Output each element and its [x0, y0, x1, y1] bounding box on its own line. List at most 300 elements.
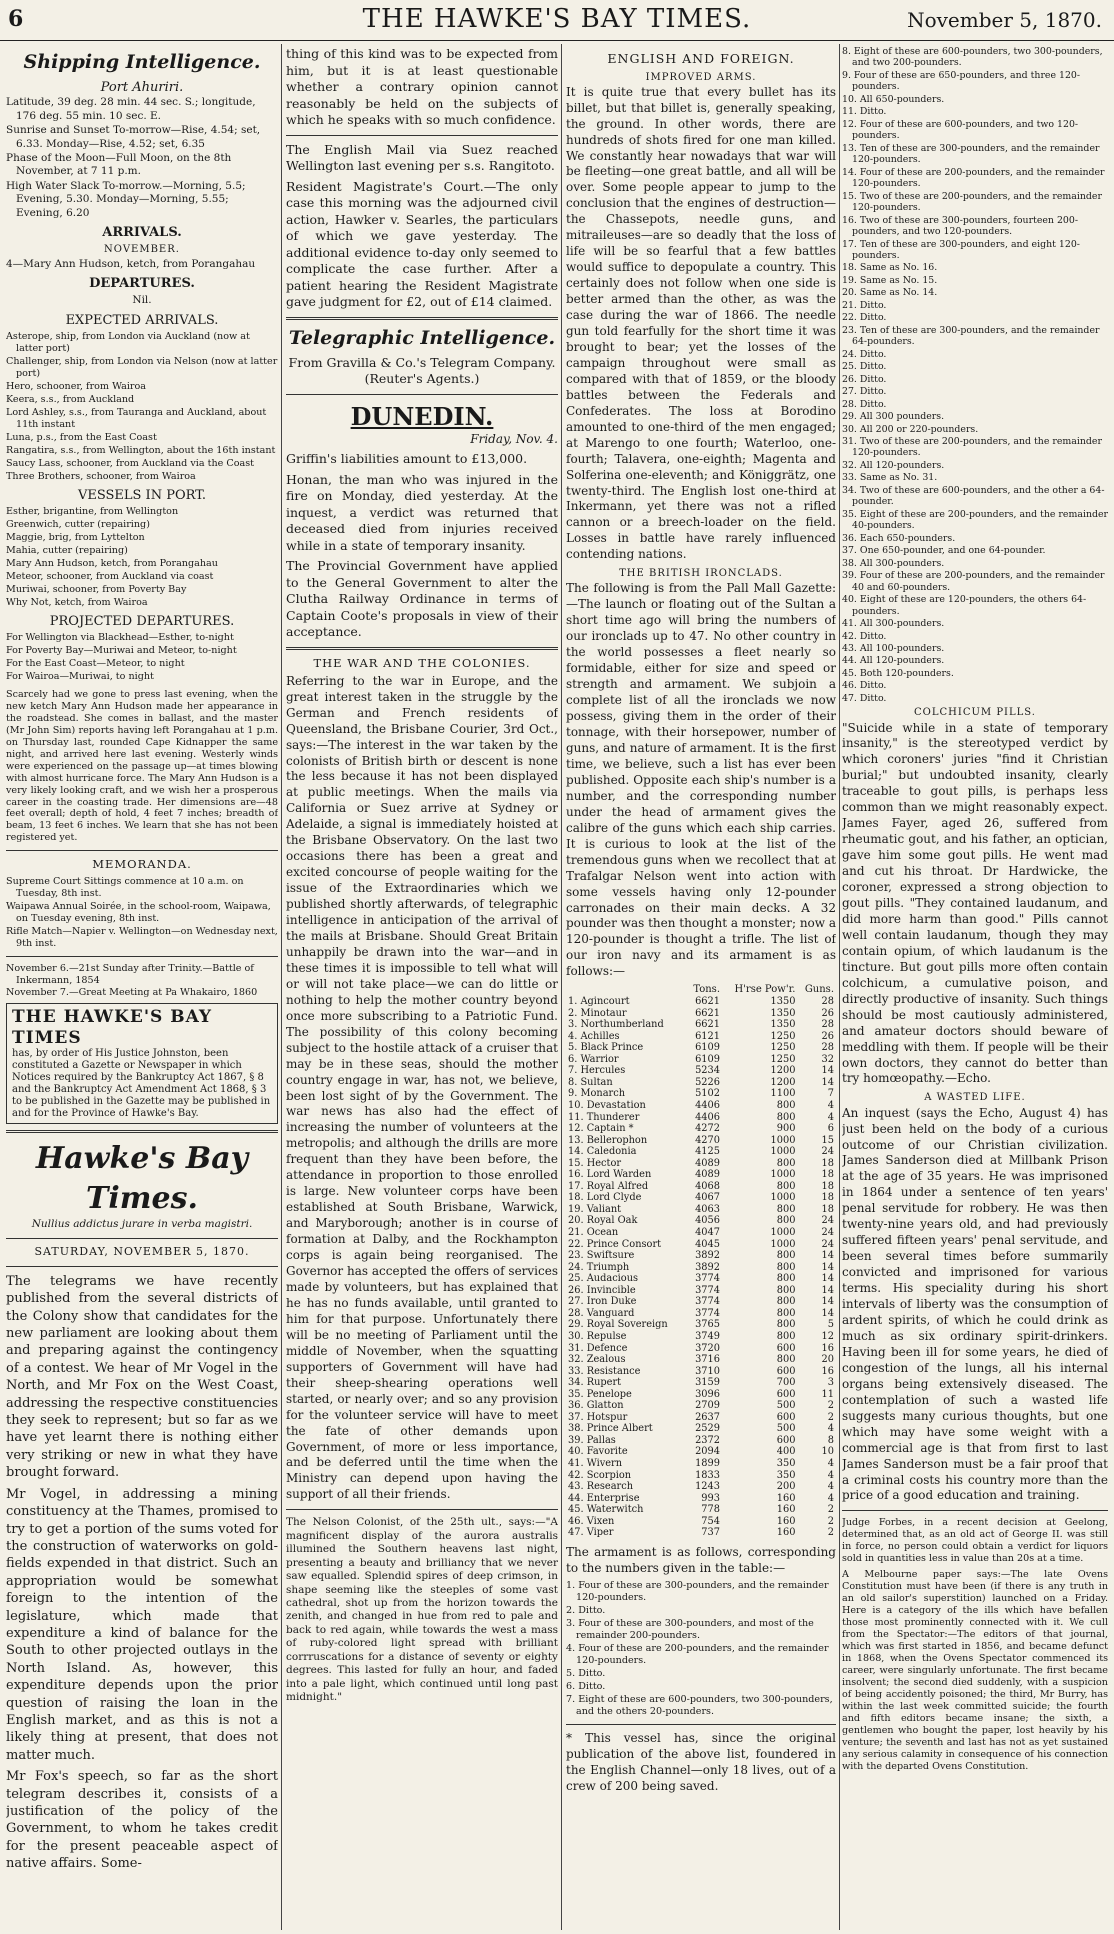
column-header [566, 984, 686, 996]
horse-power-cell: 600 [776, 1342, 796, 1354]
list-item: Maggie, brig, from Lyttelton [6, 531, 145, 543]
page-number: 6 [8, 6, 24, 32]
list-item: 21. Ditto. [842, 299, 887, 311]
improved-arms-article: It is quite true that every bullet has its billet, but that billet is, generally speaking, the ground. In other words, there are hundreds of shots fired for one man killed. We constantly hear nowadays that war will be fleeting—one great battle, and all will be over. Some people appear to jump to the conclusion that the engines of destruction—the Chassepots, needle guns, and mitraileuses—are so deadly that the loss of life will be so fearful that a few battles would suffice to depopulate a country. This certainly does not follow when one side is better armed than the other, as was the case during the war of 1866. The needle gun told fearfully for the short time it was brought to bear; yet the losses of the campaign throughout were small as compared with that of 1859, or the bloody battles between the Federals and Confederates. The loss at Borodino amounted to one-third of the men engaged; at Marengo to one fourth; Waterloo, one-fourth; Talavera, one-eighth; Magenta and Solferina one-eleventh; and Königgrätz, one twenty-third. The English lost one-third at Inkermann, yet there was not a rifled cannon or a breech-loader on the field. Losses in battle have rarely influenced contending nations. [566, 84, 836, 562]
horse-power-cell: 1100 [770, 1088, 796, 1100]
telegraphic-heading: Telegraphic Intelligence. [288, 326, 556, 349]
list-item: 31. Two of these are 200-pounders, and the remainder 120-pounders. [842, 436, 1102, 459]
table-row [566, 1354, 836, 1366]
guns-cell: 7 [827, 1088, 834, 1100]
editorial-paragraph: Mr Vogel, in addressing a mining constituency at the Thames, promised to try to get a portion of the sums voted for the construction of waterworks on gold-fields expended in that district. Such an appropriation would be somewhat foreign to the intention of the legislature, which made that expenditure a kind of balance for the South to other projected outlays in the North Island. As, however, this expenditure depends upon the prior question of raising the loan in the English market, and as this is not a likely thing at present, that does not matter much. [6, 1486, 278, 1763]
guns-cell: 2 [827, 1527, 834, 1539]
table-row [566, 1458, 836, 1470]
tons-cell: 6121 [695, 1030, 720, 1042]
gazette-notice [6, 1003, 278, 1124]
table-row [566, 1435, 836, 1447]
tons-cell: 3720 [695, 1342, 720, 1354]
ship-name-cell: 16. Lord Warden [568, 1169, 652, 1181]
table-row [566, 1273, 836, 1285]
projected-departures-list [6, 632, 278, 683]
armament-list [566, 1580, 836, 1718]
list-item: For Poverty Bay—Muriwai and Meteor, to-night [6, 644, 237, 656]
war-colonies-heading: THE WAR AND THE COLONIES. [313, 655, 531, 670]
list-item: Challenger, ship, from London via Nelson (now at latter port) [6, 355, 278, 379]
guns-cell: 18 [821, 1203, 834, 1215]
guns-cell: 4 [827, 1492, 834, 1504]
ship-name-cell: 8. Sultan [568, 1076, 613, 1088]
ship-name-cell: 6. Warrior [568, 1053, 619, 1065]
list-item: 32. All 120-pounders. [842, 459, 945, 471]
ship-name-cell: 13. Bellerophon [568, 1134, 648, 1146]
arrivals-heading: ARRIVALS. [102, 225, 182, 241]
guns-cell: 26 [821, 1030, 834, 1042]
horse-power-cell: 1000 [770, 1146, 796, 1158]
armament-list-continued [842, 46, 1108, 704]
tons-cell: 4089 [695, 1169, 720, 1181]
table-row [566, 1493, 836, 1505]
horse-power-cell: 200 [776, 1481, 796, 1493]
notice-text: has, by order of His Justice Johnston, been constituted a Gazette or Newspaper in which Notices required by the Bankruptcy Act 1867, § 8 and the Bankruptcy Act Amendment Act 1868, § 3 to be published in the Gazette may be published in and for the Province of Hawke's Bay. [12, 1048, 271, 1120]
notice-title: THE HAWKE'S BAY TIMES [12, 1007, 213, 1048]
column-header: H'rse Pow'r. [734, 984, 796, 996]
table-row [566, 1227, 836, 1239]
ship-name-cell: 18. Lord Clyde [568, 1192, 642, 1204]
guns-cell: 28 [821, 996, 834, 1008]
list-item: For Wellington via Blackhead—Esther, to-night [6, 631, 234, 643]
wasted-life-heading: A WASTED LIFE. [924, 1092, 1026, 1104]
guns-cell: 14 [821, 1273, 834, 1285]
horse-power-cell: 800 [776, 1215, 796, 1227]
colchicum-article: "Suicide while in a state of temporary insanity," is the stereotyped verdict by which coroners' juries "find it Christian burial;" but undoubted insanity, clearly traceable to gout pills, is perhaps less common than we might reasonably expect. James Fayer, aged 26, suffered from rheumatic gout, and his father, an optician, gave him some gout pills. He went mad and cut his throat. Dr Hardwicke, the coroner, expressed a strong objection to gout pills. "They contained laudanum, and did more harm than good." Pills cannot well contain laudanum, though they may contain opium, of which laudanum is the tincture. But gout pills more often contain colchicum, a cumulative poison, and directly productive of insanity. Such things should be most cautiously administered, and amateur doctors should beware of meddling with them. If people will be their own doctors, they cannot do better than try homœopathy.—Echo. [842, 720, 1108, 1086]
guns-cell: 2 [827, 1400, 834, 1412]
horse-power-cell: 1250 [770, 1030, 796, 1042]
table-row [566, 1262, 836, 1274]
table-row [566, 1031, 836, 1043]
ship-name-cell: 7. Hercules [568, 1065, 626, 1077]
ship-name-cell: 11. Thunderer [568, 1111, 640, 1123]
list-item: 8. Eight of these are 600-pounders, two 300-pounders, and two 200-pounders. [842, 46, 1103, 69]
column-2 [286, 46, 558, 1926]
ship-name-cell: 32. Zealous [568, 1354, 626, 1366]
tons-cell: 4406 [695, 1111, 720, 1123]
horse-power-cell: 1350 [770, 1007, 796, 1019]
list-item: Why Not, ketch, from Wairoa [6, 596, 148, 608]
port-info-item: Latitude, 39 deg. 28 min. 44 sec. S.; longitude, 176 deg. 55 min. 10 sec. E. [6, 96, 256, 122]
guns-cell: 28 [821, 1019, 834, 1031]
tons-cell: 6621 [695, 1007, 720, 1019]
guns-cell: 24 [821, 1227, 834, 1239]
dunedin-date: Friday, Nov. 4. [470, 432, 558, 447]
divider [6, 1266, 278, 1267]
guns-cell: 4 [827, 1457, 834, 1469]
ship-name-cell: 29. Royal Sovereign [568, 1319, 668, 1331]
horse-power-cell: 800 [776, 1354, 796, 1366]
horse-power-cell: 350 [776, 1457, 796, 1469]
horse-power-cell: 1000 [770, 1192, 796, 1204]
ship-name-cell: 24. Triumph [568, 1261, 630, 1273]
ship-name-cell: 42. Scorpion [568, 1469, 632, 1481]
list-item: 5. Ditto. [566, 1668, 606, 1680]
horse-power-cell: 1000 [770, 1134, 796, 1146]
guns-cell: 28 [821, 1042, 834, 1054]
horse-power-cell: 800 [776, 1100, 796, 1112]
column-header: Guns. [804, 984, 834, 996]
horse-power-cell: 800 [776, 1330, 796, 1342]
armament-intro: The armament is as follows, corresponding to the numbers given in the table:— [566, 1544, 836, 1575]
list-item: Luna, p.s., from the East Coast [6, 431, 157, 443]
telegram-paragraph: Griffin's liabilities amount to £13,000. [286, 451, 528, 467]
column-rule [561, 44, 562, 1930]
guns-cell: 24 [821, 1146, 834, 1158]
anniversaries-list [6, 963, 278, 1000]
divider [286, 317, 558, 320]
horse-power-cell: 600 [776, 1388, 796, 1400]
table-row [566, 1215, 836, 1227]
column-4 [842, 46, 1108, 1926]
guns-cell: 14 [821, 1076, 834, 1088]
list-item: 20. Same as No. 14. [842, 287, 938, 299]
horse-power-cell: 800 [776, 1203, 796, 1215]
expected-arrivals-list [6, 331, 278, 483]
port-info-list [6, 96, 278, 220]
list-item: 25. Ditto. [842, 361, 887, 373]
ship-name-cell: 21. Ocean [568, 1227, 619, 1239]
port-info-item: Sunrise and Sunset To-morrow—Rise, 4.54; set, 6.33. Monday—Rise, 4.52; set, 6.35 [6, 124, 261, 150]
ship-name-cell: 34. Rupert [568, 1377, 622, 1389]
list-item: Esther, brigantine, from Wellington [6, 505, 179, 517]
ship-name-cell: 46. Vixen [568, 1515, 615, 1527]
divider [286, 394, 558, 395]
arrivals-subheading: NOVEMBER. [104, 244, 180, 256]
tons-cell: 4125 [695, 1146, 720, 1158]
table-row [566, 1135, 836, 1147]
table-row [566, 1019, 836, 1031]
telegram-source: From Gravilla & Co.'s Telegram Company. (Reuter's Agents.) [288, 354, 556, 387]
list-item: November 6.—21st Sunday after Trinity.—Battle of Inkermann, 1854 [6, 962, 254, 986]
horse-power-cell: 160 [776, 1492, 796, 1504]
list-item: Mary Ann Hudson, ketch, from Porangahau [6, 557, 218, 569]
list-item: Waipawa Annual Soirée, in the school-room, Waipawa, on Tuesday evening, 8th inst. [6, 900, 271, 924]
ironclads-heading: THE BRITISH IRONCLADS. [619, 568, 783, 580]
horse-power-cell: 1000 [770, 1238, 796, 1250]
divider [6, 1130, 278, 1133]
captain-footnote: * This vessel has, since the original publication of the above list, foundered in the English Channel—only 18 lives, out of a crew of 200 being saved. [566, 1731, 836, 1793]
tons-cell: 3716 [695, 1354, 720, 1366]
list-item: 11. Ditto. [842, 106, 887, 118]
editorial-paragraph: Mr Fox's speech, so far as the short telegram describes it, consists of a justification of the policy of the Government, to whom he takes credit for the present peaceable aspect of native affairs. Some- [6, 1769, 278, 1872]
horse-power-cell: 1000 [770, 1169, 796, 1181]
list-item: Lord Ashley, s.s., from Tauranga and Auckland, about 11th instant [6, 406, 267, 430]
table-row [566, 1008, 836, 1020]
horse-power-cell: 600 [776, 1434, 796, 1446]
horse-power-cell: 600 [776, 1365, 796, 1377]
tons-cell: 6109 [695, 1042, 720, 1054]
mary-ann-hudson-report: Scarcely had we gone to press last evening, when the new ketch Mary Ann Hudson made her appearance in the roadstead. She comes in ballast, and the master (Mr John Sim) reports having left Porangahau at 1 p.m. on Thursday last, rounded Cape Kidnapper the same night, and arrived here last evening. Westerly winds were experienced on the passage up—at times blowing with almost hurricane force. The Mary Ann Hudson is a very likely looking craft, and we wish her a prosperous career in the coasting trade. Her dimensions are—48 feet overall; depth of hold, 4 feet 7 inches; breadth of beam, 13 feet 6 inches. We learn that she has not been registered yet. [6, 688, 278, 844]
list-item: 17. Ten of these are 300-pounders, and eight 120-pounders. [842, 238, 1080, 261]
departures-heading: DEPARTURES. [89, 275, 195, 291]
table-row [566, 1389, 836, 1401]
divider [6, 850, 278, 851]
tons-cell: 4270 [695, 1134, 720, 1146]
editorial-paragraph: The telegrams we have recently published from the several districts of the Colony show that candidates for the new parliament are looking about them and preparing against the contingency of a contest. We hear of Mr Vogel in the North, and Mr Fox on the West Coast, addressing the respective constituencies they seek to represent; but so far as we have yet learnt there is nothing either very striking or new in what they have brought forward. [6, 1273, 278, 1481]
table-row [566, 1285, 836, 1297]
list-item: 45. Both 120-pounders. [842, 667, 954, 679]
guns-cell: 2 [827, 1515, 834, 1527]
horse-power-cell: 800 [776, 1261, 796, 1273]
ship-name-cell: 35. Penelope [568, 1388, 632, 1400]
port-heading: Port Ahuriri. [100, 80, 184, 96]
ship-name-cell: 38. Prince Albert [568, 1423, 653, 1435]
list-item: 46. Ditto. [842, 680, 887, 692]
table-row [566, 1065, 836, 1077]
tons-cell: 4047 [695, 1227, 720, 1239]
list-item: 12. Four of these are 600-pounders, and two 120-pounders. [842, 118, 1079, 142]
tons-cell: 3749 [695, 1330, 720, 1342]
ship-name-cell: 44. Enterprise [568, 1492, 640, 1504]
tons-cell: 1833 [695, 1469, 720, 1481]
tons-cell: 5234 [695, 1065, 720, 1077]
list-item: 34. Two of these are 600-pounders, and the other a 64-pounder. [842, 484, 1105, 508]
table-row [566, 1204, 836, 1216]
list-item: 28. Ditto. [842, 398, 887, 410]
ship-name-cell: 23. Swiftsure [568, 1250, 635, 1262]
divider [6, 956, 278, 957]
masthead-date: November 5, 1870. [907, 8, 1102, 32]
guns-cell: 14 [821, 1065, 834, 1077]
tons-cell: 3892 [695, 1261, 720, 1273]
dunedin-heading: DUNEDIN. [350, 401, 494, 431]
tons-cell: 4063 [695, 1203, 720, 1215]
guns-cell: 6 [827, 1123, 834, 1135]
table-row [566, 996, 836, 1008]
ship-name-cell: 31. Defence [568, 1342, 628, 1354]
ship-name-cell: 40. Favorite [568, 1446, 628, 1458]
table-row [566, 1412, 836, 1424]
tons-cell: 4068 [695, 1180, 720, 1192]
guns-cell: 24 [821, 1215, 834, 1227]
table-row [566, 1400, 836, 1412]
ship-name-cell: 15. Hector [568, 1157, 622, 1169]
guns-cell: 8 [827, 1434, 834, 1446]
horse-power-cell: 800 [776, 1180, 796, 1192]
tons-cell: 737 [701, 1527, 720, 1539]
tons-cell: 2637 [695, 1411, 720, 1423]
list-item: 42. Ditto. [842, 630, 887, 642]
list-item: 14. Four of these are 200-pounders, and the remainder 120-pounders. [842, 166, 1105, 190]
list-item: 19. Same as No. 15. [842, 274, 938, 286]
wasted-life-article: An inquest (says the Echo, August 4) has just been held on the body of a curious outcome of our Christian civilization. James Sanderson died at Millbank Prison at the age of 35 years. He was imprisoned in 1864 under a sentence of ten years' penal servitude for robbery. He was then twenty-nine years old, and had previously suffered fifteen years' penal servitude, and been several times before summarily convicted and imprisoned for various terms. His speciality during his short intervals of liberty was the consumption of ardent spirits, of which he could drink as much as six ordinary spirit-drinkers. Having been ill for some years, he died of congestion of the lungs, all his internal organs being extensively diseased. The contemplation of such a wasted life suggests many curious thoughts, but one which may have some weight with a commercial age is that from first to last James Sanderson must be a fair proof that a criminal costs his country more than the price of a good education and training. [842, 1105, 1108, 1503]
tons-cell: 2094 [695, 1446, 720, 1458]
tons-cell: 754 [701, 1515, 720, 1527]
list-item: 2. Ditto. [566, 1605, 606, 1617]
table-row [566, 1088, 836, 1100]
ship-name-cell: 25. Audacious [568, 1273, 639, 1285]
divider [286, 135, 558, 136]
colchicum-heading: COLCHICUM PILLS. [914, 707, 1036, 719]
court-report: Resident Magistrate's Court.—The only case this morning was the adjourned civil action, Hawker v. Searles, the particulars of which we gave yesterday. The additional evidence to-day only seemed to complicate the case further. After a patient hearing the Resident Magistrate gave judgment for £2, out of £14 claimed. [286, 178, 558, 309]
guns-cell: 4 [827, 1423, 834, 1435]
guns-cell: 18 [821, 1157, 834, 1169]
port-info-item: High Water Slack To-morrow.—Morning, 5.5; Evening, 5.30. Monday—Morning, 5.55; Evening, 6.20 [6, 179, 246, 219]
guns-cell: 26 [821, 1007, 834, 1019]
list-item: 7. Eight of these are 600-pounders, two 300-pounders, and the others 20-pounders. [566, 1694, 833, 1718]
arrivals-text: 4—Mary Ann Hudson, ketch, from Porangahau [6, 257, 256, 270]
list-item: 18. Same as No. 16. [842, 262, 938, 274]
table-row [566, 1181, 836, 1193]
paper-title: Hawke's Bay Times. [35, 1141, 249, 1216]
guns-cell: 4 [827, 1111, 834, 1123]
list-item: Asterope, ship, from London via Auckland (now at latter port) [6, 330, 250, 354]
ironclads-table-body [566, 996, 836, 1539]
horse-power-cell: 800 [776, 1296, 796, 1308]
departures-text: Nil. [132, 294, 152, 307]
ship-name-cell: 1. Agincourt [568, 996, 630, 1008]
ship-name-cell: 27. Iron Duke [568, 1296, 637, 1308]
horse-power-cell: 1250 [770, 1053, 796, 1065]
ship-name-cell: 47. Viper [568, 1527, 614, 1539]
tons-cell: 3159 [695, 1377, 720, 1389]
table-row [566, 1331, 836, 1343]
tons-cell: 5226 [695, 1076, 720, 1088]
list-item: 3. Four of these are 300-pounders, and most of the remainder 200-pounders. [566, 1618, 814, 1642]
tons-cell: 4045 [695, 1238, 720, 1250]
horse-power-cell: 1350 [770, 1019, 796, 1031]
horse-power-cell: 400 [776, 1446, 796, 1458]
horse-power-cell: 1000 [770, 1227, 796, 1239]
ovens-constitution-item: A Melbourne paper says:—The late Ovens Constitution must have been (if there is any truth in an old sailor's superstition) launched on a Friday. Here is a category of the ills which have befallen those most prominently connected with it. We cull from the Spectator:—The editors of that journal, which was first started in 1856, and became defunct in 1868, when the Ovens Spectator commenced its career, were singularly unfortunate. The first became insolvent; the second died suddenly, with a suspicion of being accidently poisoned; the third, Mr Burry, has within the last week committed suicide; the fourth and fifth editors became insane; the sixth, a gentlemen who bought the paper, lost heavily by his venture; the seventh and last has not as yet sustained any serious calamity in consequence of his connection with the departed Ovens Constitution. [842, 1569, 1108, 1773]
divider [286, 647, 558, 650]
ship-name-cell: 19. Valiant [568, 1203, 622, 1215]
table-row [566, 1158, 836, 1170]
horse-power-cell: 160 [776, 1515, 796, 1527]
tons-cell: 4406 [695, 1100, 720, 1112]
ironclads-article: The following is from the Pall Mall Gazette:—The launch or floating out of the Sultan a short time ago will bring the numbers of our ironclads up to 47. No other country in the world possesses a fleet nearly so formidable, either for size and speed or strength and armament. We subjoin a complete list of all the ironclads we now possess, giving them in the order of their tonnage, with their horsepower, number of guns, and nature of armament. It is the first time, we believe, such a list has ever been published. Opposite each ship's number is a number, and the corresponding number under the head of armament gives the calibre of the guns which each ship carries. It is curious to look at the list of the tremendous guns when we recollect that at Trafalgar Nelson went into action with some vessels having only 12-pounder carronades on their main decks. A 32 pounder was then thought a monster; now a 120-pounder is thought a trifle. The list of our iron navy and its armament is as follows:— [566, 581, 836, 979]
vessels-in-port-heading: VESSELS IN PORT. [77, 487, 207, 503]
horse-power-cell: 500 [776, 1423, 796, 1435]
guns-cell: 14 [821, 1261, 834, 1273]
ship-name-cell: 5. Black Prince [568, 1042, 644, 1054]
list-item: 43. All 100-pounders. [842, 642, 945, 654]
shipping-heading: Shipping Intelligence. [23, 51, 261, 73]
guns-cell: 5 [827, 1319, 834, 1331]
ship-name-cell: 9. Monarch [568, 1088, 626, 1100]
table-row [566, 1042, 836, 1054]
table-row [566, 1250, 836, 1262]
ship-name-cell: 12. Captain * [568, 1123, 634, 1135]
list-item: Keera, s.s., from Auckland [6, 393, 135, 405]
list-item: 15. Two of these are 200-pounders, and the remainder 120-pounders. [842, 190, 1102, 214]
ship-name-cell: 43. Research [568, 1481, 634, 1493]
guns-cell: 2 [827, 1411, 834, 1423]
horse-power-cell: 1350 [770, 996, 796, 1008]
table-row [566, 1146, 836, 1158]
table-row [566, 1343, 836, 1355]
table-row [566, 1239, 836, 1251]
tons-cell: 4056 [695, 1215, 720, 1227]
tons-cell: 2372 [695, 1434, 720, 1446]
horse-power-cell: 1200 [770, 1076, 796, 1088]
motto: Nullius addictus jurare in verba magistri. [31, 1218, 253, 1231]
tons-cell: 1243 [695, 1481, 720, 1493]
ship-name-cell: 4. Achilles [568, 1030, 620, 1042]
table-row [566, 1446, 836, 1458]
table-row [566, 1112, 836, 1124]
memoranda-heading: MEMORANDA. [92, 857, 192, 872]
ship-name-cell: 41. Wivern [568, 1457, 623, 1469]
list-item: 13. Ten of these are 300-pounders, and the remainder 120-pounders. [842, 142, 1100, 166]
tons-cell: 3765 [695, 1319, 720, 1331]
table-row [566, 1470, 836, 1482]
table-row [566, 1169, 836, 1181]
list-item: 39. Four of these are 200-pounders, and the remainder 40 and 60-pounders. [842, 570, 1105, 593]
list-item: 22. Ditto. [842, 312, 887, 324]
guns-cell: 11 [821, 1388, 834, 1400]
column-3 [566, 46, 836, 1926]
guns-cell: 16 [821, 1342, 834, 1354]
tons-cell: 4067 [695, 1192, 720, 1204]
list-item: 29. All 300 pounders. [842, 411, 945, 423]
editorial-continuation: thing of this kind was to be expected from him, but it is at least questionable whether a contrary opinion cannot reasonably be held on the subjects of which he speaks with so much confidence. [286, 46, 558, 127]
list-item: 36. Each 650-pounders. [842, 532, 956, 544]
table-row [566, 1123, 836, 1135]
guns-cell: 12 [821, 1330, 834, 1342]
list-item: 38. All 300-pounders. [842, 557, 945, 569]
guns-cell: 32 [821, 1053, 834, 1065]
table-row [566, 1054, 836, 1066]
english-foreign-heading: ENGLISH AND FOREIGN. [607, 51, 795, 66]
horse-power-cell: 160 [776, 1504, 796, 1516]
table-row [566, 1308, 836, 1320]
horse-power-cell: 800 [776, 1307, 796, 1319]
horse-power-cell: 800 [776, 1273, 796, 1285]
list-item: 37. One 650-pounder, and one 64-pounder. [842, 545, 1046, 557]
table-row [566, 1527, 836, 1539]
horse-power-cell: 800 [776, 1319, 796, 1331]
newspaper-masthead-title: THE HAWKE'S BAY TIMES. [362, 4, 752, 34]
table-row [566, 1366, 836, 1378]
english-mail-item: The English Mail via Suez reached Wellington last evening per s.s. Rangitoto. [286, 141, 558, 173]
table-row [566, 1516, 836, 1528]
table-row [566, 1319, 836, 1331]
list-item: 27. Ditto. [842, 386, 887, 398]
projected-departures-heading: PROJECTED DEPARTURES. [49, 613, 235, 629]
memoranda-list [6, 876, 278, 950]
list-item: Rangatira, s.s., from Wellington, about the 16th instant [6, 444, 276, 456]
dateline: SATURDAY, NOVEMBER 5, 1870. [34, 1245, 250, 1259]
list-item: For Wairoa—Muriwai, to night [6, 670, 154, 682]
divider [6, 1238, 278, 1239]
list-item: Mahia, cutter (repairing) [6, 544, 128, 556]
horse-power-cell: 800 [776, 1111, 796, 1123]
divider [842, 1510, 1108, 1511]
list-item: Rifle Match—Napier v. Wellington—on Wednesday next, 9th inst. [6, 925, 278, 949]
list-item: 24. Ditto. [842, 348, 887, 360]
column-1 [6, 46, 278, 1926]
horse-power-cell: 350 [776, 1469, 796, 1481]
table-row [566, 1481, 836, 1493]
list-item: Supreme Court Sittings commence at 10 a.m. on Tuesday, 8th inst. [6, 875, 244, 899]
guns-cell: 18 [821, 1169, 834, 1181]
column-header: Tons. [693, 984, 720, 996]
tons-cell: 6621 [695, 996, 720, 1008]
port-info-item: Phase of the Moon—Full Moon, on the 8th November, at 7 11 p.m. [6, 151, 232, 178]
list-item: Saucy Lass, schooner, from Auckland via the Coast [6, 457, 255, 469]
list-item: Hero, schooner, from Wairoa [6, 380, 146, 392]
list-item: Greenwich, cutter (repairing) [6, 518, 150, 530]
list-item: 23. Ten of these are 300-pounders, and the remainder 64-pounders. [842, 324, 1100, 348]
list-item: 16. Two of these are 300-pounders, fourteen 200-pounders, and two 120-pounders. [842, 214, 1079, 238]
tons-cell: 2529 [695, 1423, 720, 1435]
